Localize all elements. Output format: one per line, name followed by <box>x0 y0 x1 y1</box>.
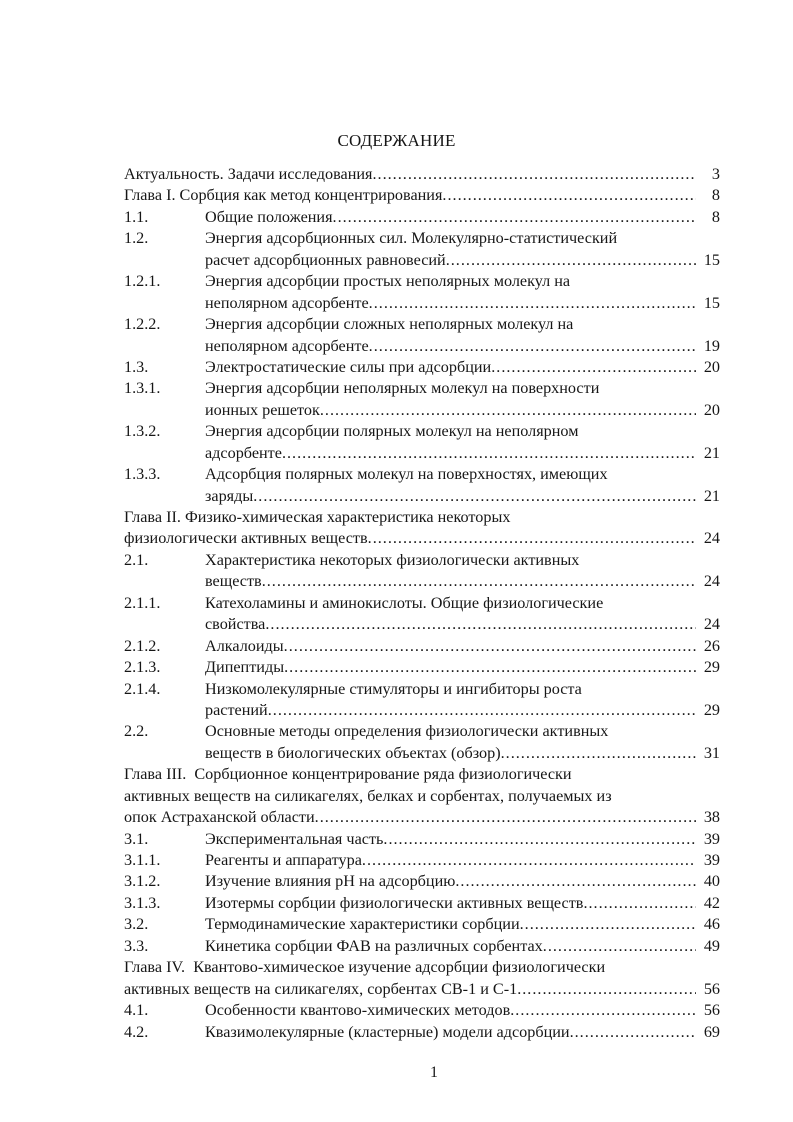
section-number: 1.3. <box>124 357 149 376</box>
entry-title-line: Реагенты и аппаратура <box>205 851 362 869</box>
entry-title-line: Глава I. Сорбция как метод концентрирования <box>124 186 443 205</box>
entry-title-line: Энергия адсорбции неполярных молекул на поверхности <box>205 379 600 398</box>
entry-page-number: 39 <box>703 829 720 848</box>
toc-section-entry <box>124 657 720 678</box>
entry-title-line: опок Астраханской области <box>124 808 315 827</box>
dot-leader <box>368 528 696 549</box>
toc-chapter-entry <box>124 764 720 828</box>
toc-section-entry <box>124 314 720 357</box>
toc-chapter-entry <box>124 957 720 1000</box>
entry-page-number: 24 <box>703 529 720 548</box>
entry-title-line: Особенности квантово-химических методов <box>205 1001 511 1020</box>
entry-title-line: физиологически активных веществ <box>124 529 368 548</box>
entry-title-line: Глава IV. Квантово-химическое изучение адсорбции физиологически <box>124 958 606 977</box>
entry-page-number: 24 <box>703 615 720 634</box>
entry-page-number: 15 <box>703 293 720 312</box>
entry-page-number: 56 <box>703 1001 720 1020</box>
entry-page-number: 15 <box>703 250 720 269</box>
toc-section-entry <box>124 871 720 892</box>
entry-page-number: 56 <box>703 979 720 998</box>
entry-page-number: 8 <box>711 186 720 205</box>
section-number: 2.1.1. <box>124 593 161 612</box>
toc-section-entry <box>124 464 720 507</box>
toc-section-entry <box>124 850 720 871</box>
dot-leader <box>583 893 696 914</box>
dot-leader <box>491 357 696 378</box>
entry-title-line: Изучение влияния pH на адсорбцию <box>205 872 456 891</box>
section-number: 1.3.3. <box>124 465 161 484</box>
toc-section-entry <box>124 914 720 935</box>
entry-page-number: 29 <box>703 700 720 719</box>
section-number: 2.2. <box>124 722 149 741</box>
entry-title-line: заряды <box>205 486 254 505</box>
dot-leader <box>543 936 696 957</box>
dot-leader <box>517 979 696 1000</box>
entry-page-number: 39 <box>703 851 720 869</box>
dot-leader <box>455 871 696 892</box>
entry-page-number: 8 <box>711 207 720 226</box>
page-number: 1 <box>430 1064 438 1081</box>
entry-title-line: адсорбенте <box>205 443 282 462</box>
toc-section-entry <box>124 228 720 271</box>
section-number: 3.1.1. <box>124 851 161 869</box>
toc-section-entry <box>124 550 720 593</box>
entry-page-number: 19 <box>703 336 720 355</box>
section-number: 2.1.2. <box>124 636 161 655</box>
toc-section-entry <box>124 271 720 314</box>
dot-leader <box>510 1000 696 1021</box>
entry-title-line: растений <box>205 700 268 719</box>
entry-title-line: Катехоламины и аминокислоты. Общие физиологические <box>205 593 604 612</box>
entry-page-number: 38 <box>703 808 720 827</box>
toc-section-entry <box>124 207 720 228</box>
entry-title-line: Адсорбция полярных молекул на поверхностях, имеющих <box>205 465 608 484</box>
section-number: 2.1.3. <box>124 658 161 677</box>
section-number: 1.2.2. <box>124 315 161 334</box>
entry-title-line: активных веществ на силикагелях, белках и сорбентах, получаемых из <box>124 786 612 805</box>
section-number: 3.1. <box>124 829 149 848</box>
toc-section-entry <box>124 1022 720 1043</box>
dot-leader <box>320 400 696 421</box>
entry-title-line: Кинетика сорбции ФАВ на различных сорбентах <box>205 936 543 955</box>
toc-section-entry <box>124 593 720 636</box>
entry-page-number: 21 <box>703 486 720 505</box>
toc-section-entry <box>124 421 720 464</box>
entry-page-number: 69 <box>703 1022 720 1041</box>
dot-leader <box>284 657 696 678</box>
entry-title-line: неполярном адсорбенте <box>205 336 369 355</box>
entry-title-line: свойства <box>205 615 266 634</box>
section-number: 4.1. <box>124 1001 149 1020</box>
entry-title-line: ионных решеток <box>205 400 320 419</box>
entry-page-number: 26 <box>703 636 720 655</box>
entry-title-line: Дипептиды <box>205 658 285 677</box>
entry-title-line: неполярном адсорбенте <box>205 293 369 312</box>
entry-page-number: 21 <box>703 443 720 462</box>
entry-title-line: Актуальность. Задачи исследования <box>124 165 373 183</box>
entry-page-number: 40 <box>703 872 720 891</box>
dot-leader <box>570 1022 696 1043</box>
entry-title-line: Термодинамические характеристики сорбции <box>205 915 520 934</box>
entry-title-line: Глава II. Физико-химическая характеристика некоторых <box>124 508 511 526</box>
entry-title-line: Энергия адсорбционных сил. Молекулярно-статистический <box>205 229 618 248</box>
toc-section-entry <box>124 1000 720 1021</box>
toc-section-entry <box>124 829 720 850</box>
dot-leader <box>520 914 696 935</box>
entry-page-number: 20 <box>703 400 720 419</box>
entry-title-line: Электростатические силы при адсорбции <box>205 357 492 376</box>
toc-section-entry <box>124 893 720 914</box>
section-number: 1.3.1. <box>124 379 161 398</box>
dot-leader <box>369 293 696 314</box>
entry-page-number: 3 <box>711 165 720 183</box>
entry-title-line: Низкомолекулярные стимуляторы и ингибиторы роста <box>205 679 582 698</box>
section-number: 1.1. <box>124 207 149 226</box>
entry-page-number: 46 <box>703 915 720 934</box>
toc-section-entry <box>124 721 720 764</box>
toc-section-entry <box>124 679 720 722</box>
entry-title-line: Энергия адсорбции простых неполярных молекул на <box>205 272 571 291</box>
dot-leader <box>442 185 696 206</box>
entry-title-line: активных веществ на силикагелях, сорбентах СВ-1 и С-1 <box>124 979 518 998</box>
section-number: 3.3. <box>124 936 149 955</box>
dot-leader <box>501 743 696 764</box>
dot-leader <box>383 829 696 850</box>
toc-section-entry <box>124 636 720 657</box>
section-number: 2.1.4. <box>124 679 161 698</box>
dot-leader <box>333 207 696 228</box>
entry-title-line: Основные методы определения физиологически активных <box>205 722 609 741</box>
dot-leader <box>284 636 696 657</box>
table-of-contents <box>124 164 720 1043</box>
dot-leader <box>372 164 696 185</box>
toc-chapter-entry <box>124 185 720 206</box>
dot-leader <box>446 250 696 271</box>
section-number: 1.2. <box>124 229 149 248</box>
toc-chapter-entry <box>124 164 720 185</box>
section-number: 3.1.3. <box>124 893 161 912</box>
entry-title-line: веществ в биологических объектах (обзор) <box>205 743 501 762</box>
entry-title-line: Квазимолекулярные (кластерные) модели адсорбции <box>205 1022 570 1041</box>
entry-page-number: 20 <box>703 357 720 376</box>
entry-title-line: Экспериментальная часть <box>205 829 384 848</box>
entry-page-number: 49 <box>703 936 720 955</box>
entry-title-line: Глава III. Сорбционное концентрирование ряда физиологически <box>124 765 572 784</box>
entry-title-line: веществ <box>205 572 262 591</box>
dot-leader <box>268 700 696 721</box>
section-number: 1.3.2. <box>124 422 161 441</box>
entry-title-line: Энергия адсорбции полярных молекул на неполярном <box>205 422 579 441</box>
entry-title-line: Энергия адсорбции сложных неполярных молекул на <box>205 315 574 334</box>
dot-leader <box>282 443 696 464</box>
entry-page-number: 31 <box>703 743 720 762</box>
page-title: СОДЕРЖАНИЕ <box>337 131 456 150</box>
dot-leader <box>362 850 696 871</box>
entry-title-line: Общие положения <box>205 207 333 226</box>
section-number: 1.2.1. <box>124 272 161 291</box>
toc-chapter-entry <box>124 507 720 550</box>
entry-title-line: расчет адсорбционных равновесий <box>205 250 446 269</box>
dot-leader <box>253 486 696 507</box>
dot-leader <box>315 807 696 828</box>
section-number: 4.2. <box>124 1022 149 1041</box>
entry-title-line: Характеристика некоторых физиологически активных <box>205 550 580 569</box>
section-number: 3.1.2. <box>124 872 161 891</box>
entry-title-line: Алкалоиды <box>205 636 284 655</box>
toc-section-entry <box>124 936 720 957</box>
entry-page-number: 42 <box>703 893 720 912</box>
entry-title-line: Изотермы сорбции физиологически активных веществ <box>205 893 584 912</box>
section-number: 2.1. <box>124 550 149 569</box>
toc-section-entry <box>124 378 720 421</box>
dot-leader <box>262 571 696 592</box>
toc-section-entry <box>124 357 720 378</box>
dot-leader <box>369 336 696 357</box>
section-number: 3.2. <box>124 915 149 934</box>
dot-leader <box>265 614 696 635</box>
entry-page-number: 29 <box>703 658 720 677</box>
entry-page-number: 24 <box>703 572 720 591</box>
